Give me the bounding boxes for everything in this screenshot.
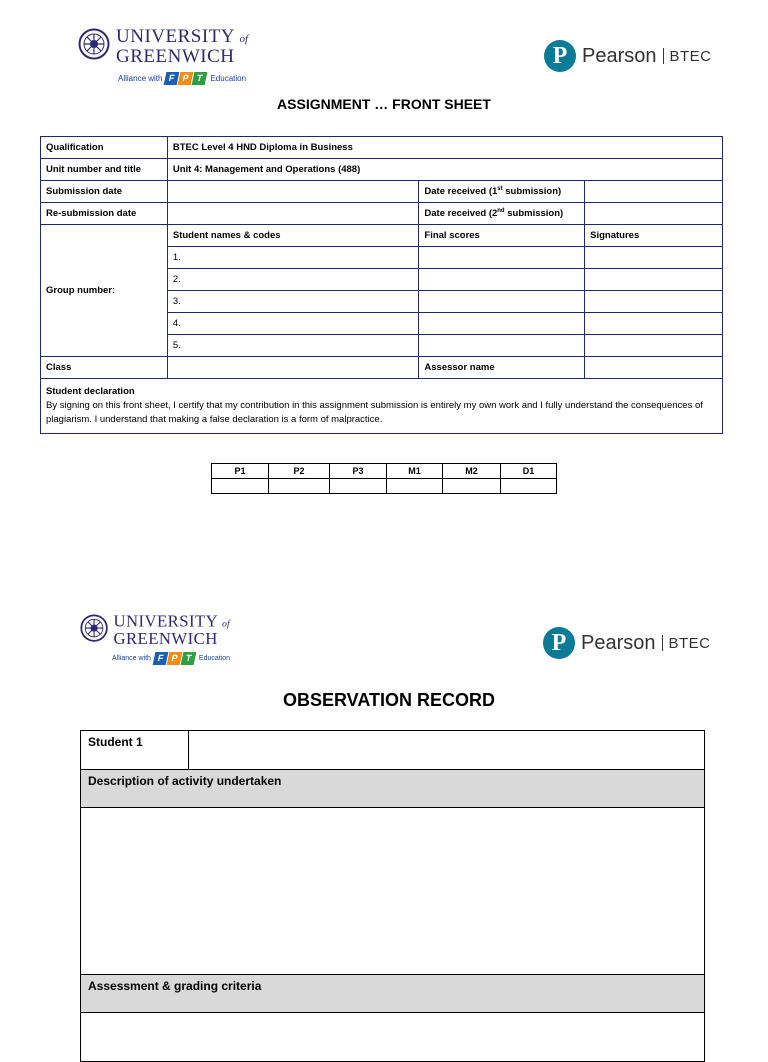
grade-p2: P2: [269, 464, 330, 479]
declaration-row: [41, 379, 723, 434]
fpt-letter-t: T: [192, 72, 208, 85]
alliance-suffix: Education: [198, 655, 231, 662]
btec-word: BTEC: [669, 47, 712, 65]
final-score-field[interactable]: [419, 291, 585, 313]
date-received-2-label: Date received (2nd submission): [419, 203, 585, 225]
declaration-text: By signing on this front sheet, I certify that my contribution in this assignment submission is entirely my own work and I fully understand the consequences of plagiarism. I understand that making a false declaration is a form of malpractice.: [46, 400, 703, 425]
unit-row: [41, 159, 723, 181]
front-sheet-table: [40, 136, 723, 434]
criteria-header-row: [81, 975, 705, 1013]
grade-d1-field[interactable]: [501, 479, 557, 494]
university-seal-icon: [80, 614, 108, 642]
date-received-2-field[interactable]: [585, 203, 723, 225]
grade-p2-field[interactable]: [269, 479, 330, 494]
col-signatures: Signatures: [585, 225, 723, 247]
activity-header-row: [81, 770, 705, 808]
final-score-field[interactable]: [419, 335, 585, 357]
group-number-label: Group number:: [41, 225, 168, 357]
qualification-value: BTEC Level 4 HND Diploma in Business: [167, 137, 722, 159]
resubmission-date-label: Re-submission date: [41, 203, 168, 225]
grade-p1-field[interactable]: [212, 479, 269, 494]
student-name-field[interactable]: 3.: [167, 291, 419, 313]
pearson-word: Pearson: [582, 44, 657, 67]
fpt-letter-t: T: [181, 652, 197, 665]
final-score-field[interactable]: [419, 247, 585, 269]
final-score-field[interactable]: [419, 269, 585, 291]
pearson-btec-logo: [544, 40, 712, 72]
qualification-row: [41, 137, 723, 159]
class-label: Class: [41, 357, 168, 379]
grade-header-row: [212, 464, 557, 479]
declaration-heading: Student declaration: [46, 386, 135, 397]
class-row: [41, 357, 723, 379]
final-score-field[interactable]: [419, 313, 585, 335]
fpt-letter-f: F: [164, 72, 180, 85]
logo-divider: [662, 635, 663, 651]
activity-body-row: [81, 808, 705, 975]
fpt-letter-f: F: [153, 652, 169, 665]
pearson-icon: P: [543, 627, 575, 659]
student-name-field[interactable]: 5.: [167, 335, 419, 357]
signature-field[interactable]: [585, 269, 723, 291]
university-word: UNIVERSITY: [116, 26, 235, 47]
grade-p3: P3: [330, 464, 387, 479]
observation-record-table: [80, 730, 705, 1062]
grade-d1: D1: [501, 464, 557, 479]
pearson-icon: P: [544, 40, 576, 72]
date-received-1-field[interactable]: [585, 181, 723, 203]
fpt-logo: [154, 652, 196, 665]
fpt-logo: [165, 72, 207, 85]
front-sheet-title: ASSIGNMENT … FRONT SHEET: [277, 96, 491, 112]
col-student-names: Student names & codes: [167, 225, 419, 247]
grade-m1-field[interactable]: [387, 479, 443, 494]
grade-m1: M1: [387, 464, 443, 479]
signature-field[interactable]: [585, 291, 723, 313]
submission-row: [41, 181, 723, 203]
grade-value-row: [212, 479, 557, 494]
student-name-field[interactable]: 2.: [167, 269, 419, 291]
alliance-suffix: Education: [210, 74, 247, 83]
of-word: of: [222, 618, 230, 629]
student-declaration: [41, 379, 723, 434]
activity-description-field[interactable]: [81, 808, 705, 975]
assessment-criteria-field[interactable]: [81, 1013, 705, 1062]
unit-value: Unit 4: Management and Operations (488): [167, 159, 722, 181]
fpt-alliance-logo: [112, 652, 230, 665]
student-name-field[interactable]: 4.: [167, 313, 419, 335]
greenwich-word: GREENWICH: [113, 629, 218, 649]
grade-m2: M2: [443, 464, 501, 479]
resubmission-date-field[interactable]: [167, 203, 419, 225]
university-of-greenwich-logo: [78, 28, 248, 65]
grade-m2-field[interactable]: [443, 479, 501, 494]
class-field[interactable]: [167, 357, 419, 379]
activity-description-label: Description of activity undertaken: [81, 770, 705, 808]
greenwich-word: GREENWICH: [116, 46, 235, 67]
assessor-name-label: Assessor name: [419, 357, 585, 379]
of-word: of: [239, 33, 249, 45]
assessor-name-field[interactable]: [585, 357, 723, 379]
grading-criteria-table: [211, 463, 557, 494]
university-of-greenwich-logo: [80, 614, 230, 647]
alliance-prefix: Alliance with: [118, 74, 163, 83]
qualification-label: Qualification: [41, 137, 168, 159]
fpt-letter-p: P: [167, 652, 183, 665]
pearson-btec-logo: [543, 627, 711, 659]
submission-date-field[interactable]: [167, 181, 419, 203]
alliance-prefix: Alliance with: [112, 655, 151, 662]
student-1-field[interactable]: [188, 731, 704, 770]
btec-word: BTEC: [668, 634, 711, 652]
university-word: UNIVERSITY: [113, 612, 218, 631]
signature-field[interactable]: [585, 313, 723, 335]
fpt-alliance-logo: [118, 72, 246, 85]
grade-p3-field[interactable]: [330, 479, 387, 494]
signature-field[interactable]: [585, 247, 723, 269]
student-1-label: Student 1: [81, 731, 189, 770]
pearson-word: Pearson: [581, 631, 656, 654]
resubmission-row: [41, 203, 723, 225]
student-row: [81, 731, 705, 770]
group-header-row: [41, 225, 723, 247]
submission-date-label: Submission date: [41, 181, 168, 203]
observation-record-title: OBSERVATION RECORD: [282, 690, 496, 710]
logo-divider: [663, 48, 664, 64]
fpt-letter-p: P: [178, 72, 194, 85]
assessment-criteria-label: Assessment & grading criteria: [81, 975, 705, 1013]
date-received-1-label: Date received (1st submission): [419, 181, 585, 203]
student-name-field[interactable]: 1.: [167, 247, 419, 269]
grade-p1: P1: [212, 464, 269, 479]
signature-field[interactable]: [585, 335, 723, 357]
criteria-body-row: [81, 1013, 705, 1062]
unit-label: Unit number and title: [41, 159, 168, 181]
col-final-scores: Final scores: [419, 225, 585, 247]
university-seal-icon: [78, 28, 110, 60]
